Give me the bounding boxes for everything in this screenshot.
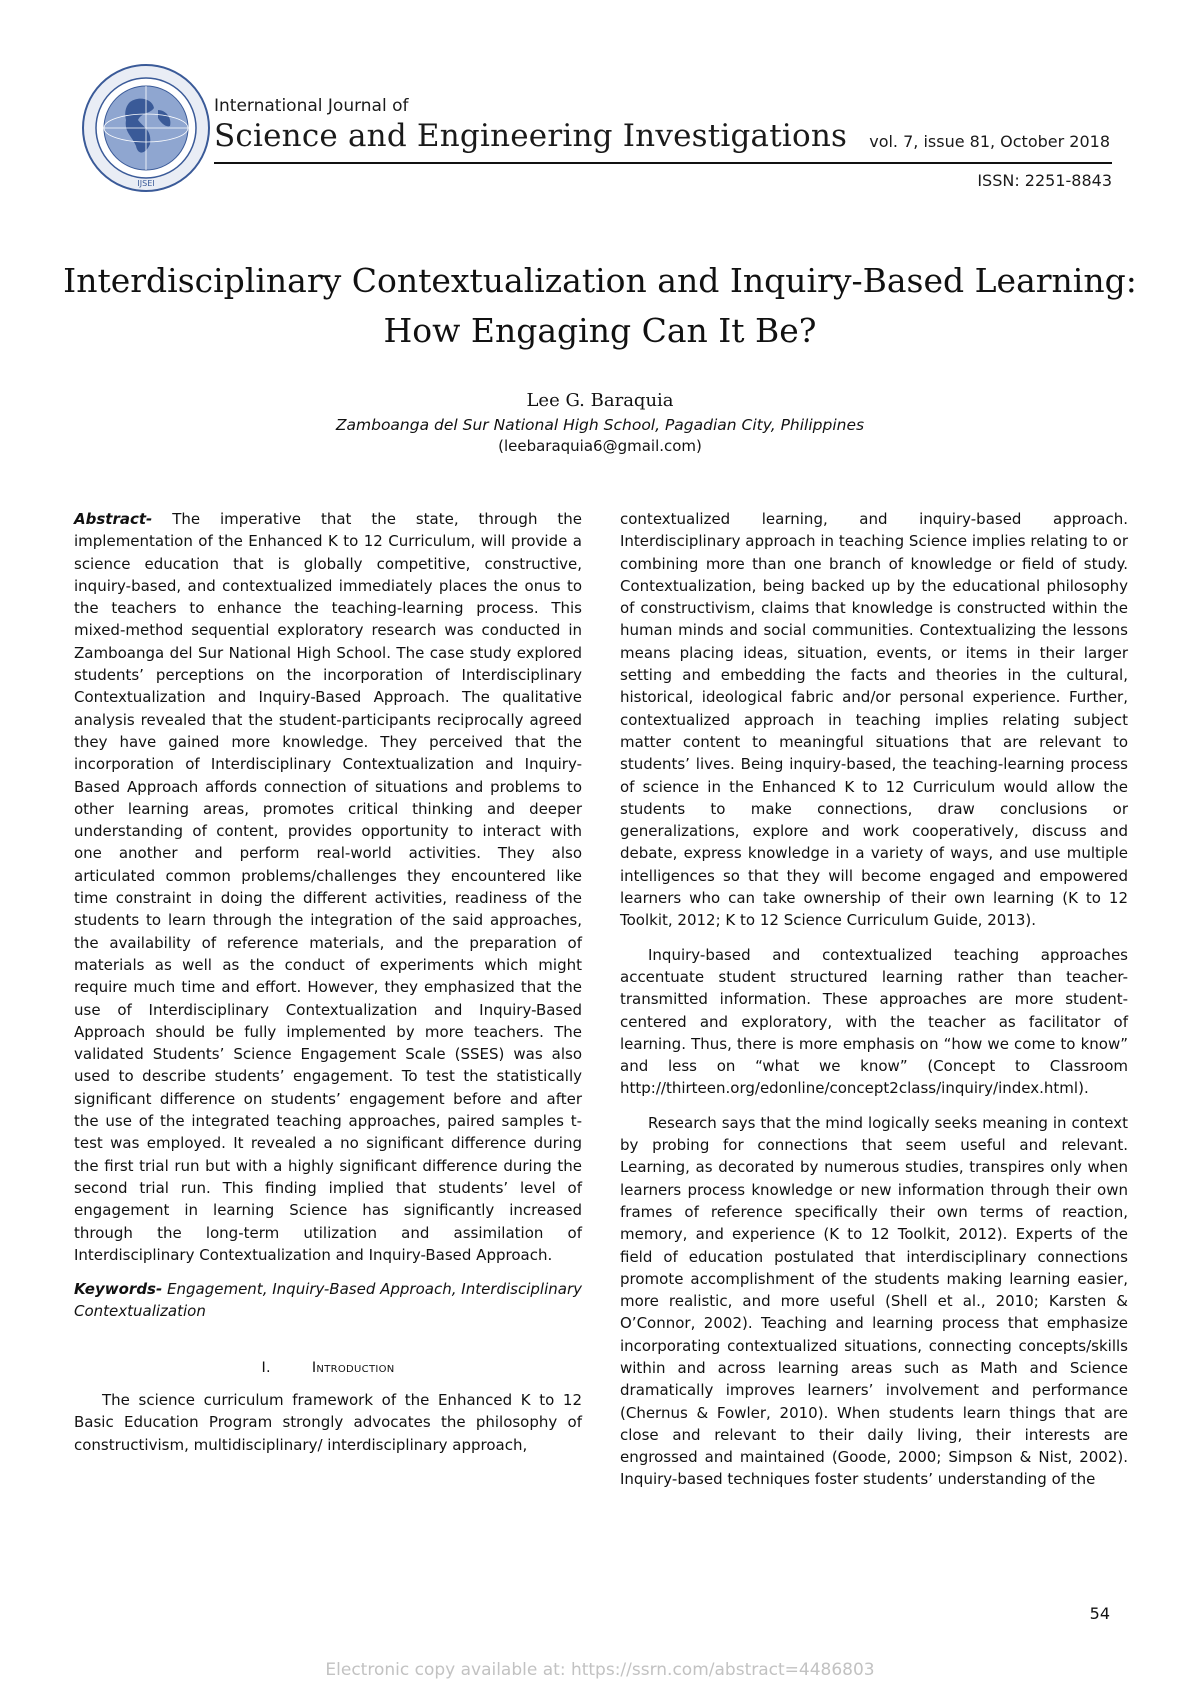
section-heading: [74, 1357, 582, 1379]
section-title: Introduction: [311, 1359, 395, 1376]
body-paragraph-1: contextualized learning, and inquiry-based approach. Interdisciplinary approach in teaching Science implies relating to or combining more than one branch of knowledge or field of study. Contextualization, being backed up by the educational philosophy of constructivism, claims that knowledge is constructed within the human minds and social communities. Contextualizing the lessons means placing ideas, situation, events, or items in their larger setting and embedding the facts and theories in the cultural, historical, ideological fabric and/or personal experience. Further, contextualized approach in teaching implies relating subject matter content to meaningful situations that are relevant to students’ lives. Being inquiry-based, the teaching-learning process of science in the Enhanced K to 12 Curriculum would allow the students to make connections, draw conclusions or generalizations, explore and work cooperatively, discuss and debate, express knowledge in a variety of ways, and use multiple intelligences so that they will become engaged and empowered learners who can take ownership of their own learning (K to 12 Toolkit, 2012; K to 12 Science Curriculum Guide, 2013).: [620, 510, 1128, 930]
keywords-text: Engagement, Inquiry-Based Approach, Interdisciplinary Contextualization: [74, 1280, 582, 1321]
author-name: Lee G. Baraquia: [526, 390, 674, 411]
intro-paragraph-1: The science curriculum framework of the Enhanced K to 12 Basic Education Program strongly advocates the philosophy of constructivism, multidisciplinary/ interdisciplinary approach,: [74, 1390, 582, 1454]
author-email: (leebaraquia6@gmail.com): [498, 437, 702, 455]
issn: ISSN: 2251-8843: [977, 171, 1112, 190]
abstract-label: Abstract-: [74, 510, 153, 528]
body-paragraph-3: Research says that the mind logically seeks meaning in context by probing for connections that seem useful and relevant. Learning, as decorated by numerous studies, transpires only when learners process knowledge or new information through their own frames of reference specifically their own terms of reaction, memory, and experience (K to 12 Toolkit, 2012). Experts of the field of education postulated that interdisciplinary connections promote accomplishment of the students making learning easier, more realistic, and more useful (Shell et al., 2010; Karsten & O’Connor, 2002). Teaching and learning process that emphasize incorporating contextualized situations, connecting concepts/skills within and across learning areas such as Math and Science dramatically improves learners’ involvement and performance (Chernus & Fowler, 2010). When students learn things that are close and relevant to their daily living, their interests are engrossed and maintained (Goode, 2000; Simpson & Nist, 2002). Inquiry-based techniques foster students’ understanding of the: [620, 1113, 1128, 1489]
section-number: I.: [261, 1359, 271, 1376]
journal-name: Science and Engineering Investigations: [214, 118, 848, 154]
paper-title: [60, 256, 1140, 356]
right-column: [620, 508, 1128, 1503]
author-affiliation: Zamboanga del Sur National High School, Pagadian City, Philippines: [335, 416, 865, 434]
header-divider: [214, 162, 1112, 164]
volume-info: vol. 7, issue 81, October 2018: [869, 132, 1110, 151]
abstract: [74, 508, 582, 1266]
keywords: [74, 1278, 582, 1323]
page-number: 54: [1089, 1604, 1110, 1623]
journal-prefix: International Journal of: [214, 96, 409, 116]
abstract-text: The imperative that the state, through the implementation of the Enhanced K to 12 Curriculum, will provide a science education that is globally competitive, constructive, inquiry-based, and contextualized immediately places the onus to the teachers to enhance the teaching-learning process. This mixed-method sequential exploratory research was conducted in Zamboanga del Sur National High School. The case study explored students’ perceptions on the incorporation of Interdisciplinary Contextualization and Inquiry-Based Approach. The qualitative analysis revealed that the student-participants reciprocally agreed they have gained more knowledge. They perceived that the incorporation of Interdisciplinary Contextualization and Inquiry-Based Approach affords connection of situations and problems to other learning areas, promotes critical thinking and deeper understanding of content, provides opportunity to interact with one another and perform real-world activities. They also articulated common problems/challenges they encountered like time constraint in doing the different activities, readiness of the students to learn through the integration of the said approaches, the availability of reference materials, and the preparation of materials as well as the conduct of experiments which might require much time and effort. However, they emphasized that the use of Interdisciplinary Contextualization and Inquiry-Based Approach should be fully implemented by more teachers. The validated Students’ Science Engagement Scale (SSES) was also used to describe students’ engagement. To test the statistically significant difference on students’ engagement before and after the use of the integrated teaching approaches, paired samples t-test was employed. It revealed a no significant difference during the first trial run but with a highly significant difference during the second trial run. This finding implied that students’ level of engagement in learning Science has significantly increased through the long-term utilization and assimilation of Interdisciplinary Contextualization and Inquiry-Based Approach.: [74, 510, 582, 1264]
body-paragraph-2: Inquiry-based and contextualized teaching approaches accentuate student structured learning rather than teacher-transmitted information. These approaches are more student-centered and exploratory, with the teacher as facilitator of learning. Thus, there is more emphasis on “how we come to know” and less on “what we know” (Concept to Classroom http://thirteen.org/edonline/concept2class/inquiry/index.html).: [620, 945, 1128, 1098]
keywords-label: Keywords-: [74, 1280, 163, 1299]
title-line-2: How Engaging Can It Be?: [383, 311, 817, 350]
logo-label: IJSEI: [137, 179, 155, 188]
ssrn-footer-link[interactable]: Electronic copy available at: https://ssrn.com/abstract=4486803: [325, 1660, 875, 1680]
journal-logo: [80, 62, 212, 194]
title-line-1: Interdisciplinary Contextualization and Inquiry-Based Learning:: [63, 261, 1137, 300]
left-column: [74, 508, 582, 1468]
